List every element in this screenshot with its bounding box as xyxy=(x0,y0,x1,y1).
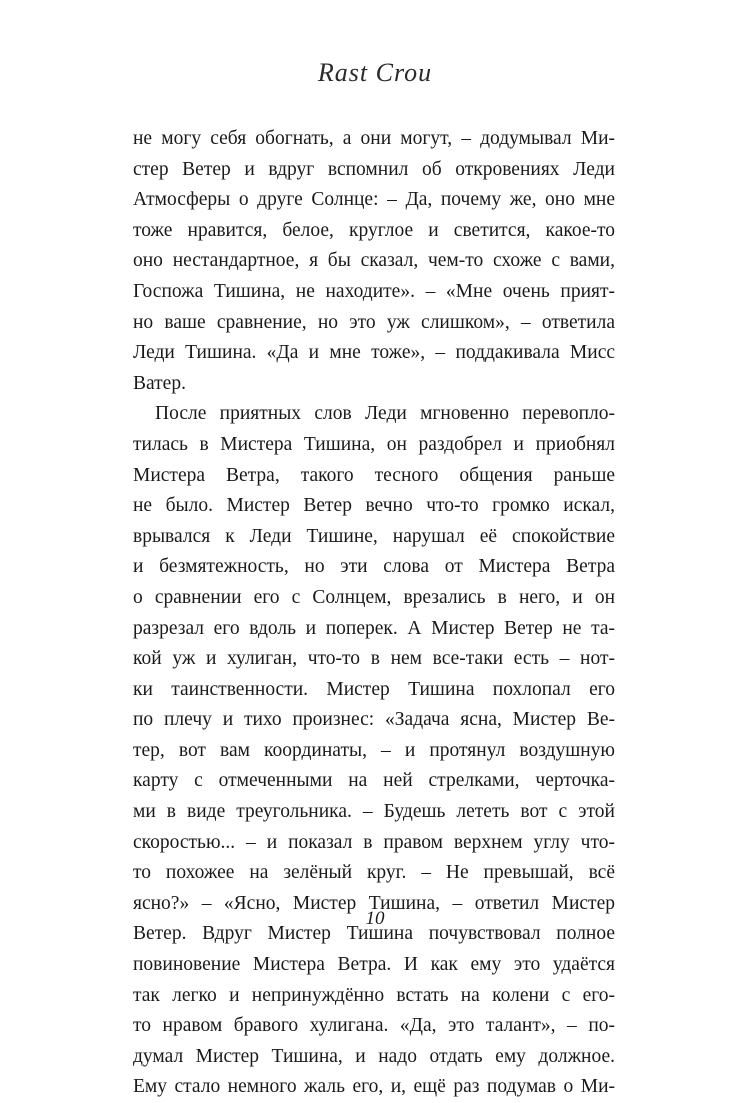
page-number: 10 xyxy=(365,908,385,929)
text-line: кой уж и хулиган, что-то в нем все-таки есть – нот- xyxy=(133,648,615,670)
text-line: и безмятежность, но эти слова от Мистера Ветра xyxy=(133,556,615,578)
text-line: Леди Тишина. «Да и мне тоже», – поддакивала Мисс xyxy=(133,342,615,364)
running-header: Rast Crou xyxy=(317,58,433,87)
text-line: то нравом бравого хулигана. «Да, это талант», – по- xyxy=(133,1015,615,1037)
text-line: врывался к Леди Тишине, нарушал её спокойствие xyxy=(133,525,615,547)
text-line: так легко и непринуждённо встать на колени с его- xyxy=(133,984,615,1006)
text-line: Атмосферы о друге Солнце: – Да, почему же, оно мне xyxy=(133,189,615,211)
paragraph-first-line: После приятных слов Леди мгновенно перевопло- xyxy=(155,403,615,425)
text-line: тилась в Мистера Тишина, он раздобрел и приобнял xyxy=(133,433,615,455)
body-text xyxy=(133,124,615,1103)
text-line: не было. Мистер Ветер вечно что-то громко искал, xyxy=(133,495,615,517)
text-line: повиновение Мистера Ветра. И как ему это удаётся xyxy=(133,954,615,976)
text-line: по плечу и тихо произнес: «Задача ясна, Мистер Ве- xyxy=(133,709,615,731)
text-line: оно нестандартное, я бы сказал, чем-то схоже с вами, xyxy=(133,250,615,272)
text-line: то похожее на зелёный круг. – Не превышай, всё xyxy=(133,862,615,884)
text-line: ясно?» – «Ясно, Мистер Тишина, – ответил Мистер xyxy=(133,892,615,914)
text-line: Ветер. Вдруг Мистер Тишина почувствовал полное xyxy=(133,923,615,945)
text-line: Ватер. xyxy=(133,372,186,394)
text-line: о сравнении его с Солнцем, врезались в него, и он xyxy=(133,586,615,608)
text-line: Ему стало немного жаль его, и, ещё раз подумав о Ми- xyxy=(133,1076,615,1098)
text-line: стер Ветер и вдруг вспомнил об откровениях Леди xyxy=(133,158,615,180)
text-line: ми в виде треугольника. – Будешь лететь вот с этой xyxy=(133,801,615,823)
text-line: карту с отмеченными на ней стрелками, черточка- xyxy=(133,770,615,792)
text-line: Госпожа Тишина, не находите». – «Мне очень прият- xyxy=(133,280,615,302)
text-line: думал Мистер Тишина, и надо отдать ему должное. xyxy=(133,1045,615,1067)
text-line: но ваше сравнение, но это уж слишком», – ответила xyxy=(133,311,615,333)
text-line: Мистера Ветра, такого тесного общения раньше xyxy=(133,464,615,486)
text-line: разрезал его вдоль и поперек. А Мистер Ветер не та- xyxy=(133,617,615,639)
text-line: ки таинственности. Мистер Тишина похлопал его xyxy=(133,678,615,700)
text-line: скоростью... – и показал в правом верхнем углу что- xyxy=(133,831,615,853)
text-line: не могу себя обогнать, а они могут, – додумывал Ми- xyxy=(133,128,615,149)
text-line: тоже нравится, белое, круглое и светится, какое-то xyxy=(133,219,615,241)
text-line: тер, вот вам координаты, – и протянул воздушную xyxy=(133,739,615,761)
